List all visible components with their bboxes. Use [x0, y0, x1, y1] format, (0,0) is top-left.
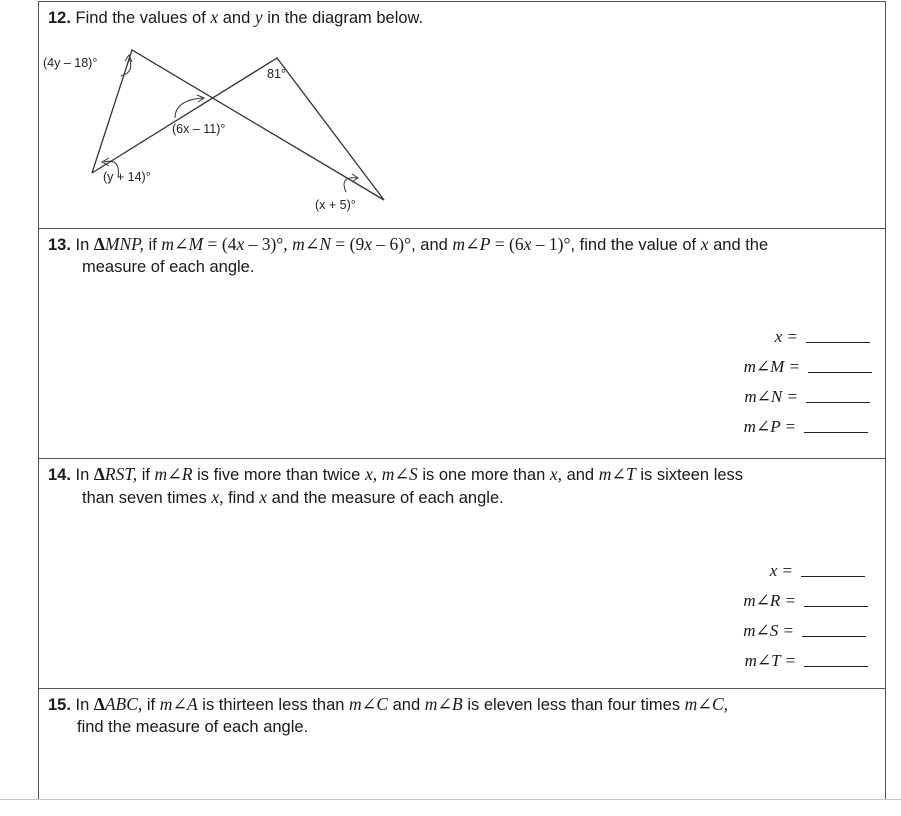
answer-angle-r[interactable] — [743, 587, 868, 611]
angle-b: m∠B — [424, 694, 463, 714]
problem-15-question — [48, 693, 865, 738]
answer-label: m∠M = — [743, 357, 800, 376]
expression: – 1)° — [531, 234, 571, 254]
answer-label: x = — [769, 561, 793, 580]
question-text: if — [142, 696, 160, 714]
question-text: is eleven less than four times — [462, 696, 685, 714]
answer-x[interactable] — [770, 557, 865, 581]
angle-a: m∠A — [159, 694, 198, 714]
answer-label: m∠R = — [743, 591, 796, 610]
triangle-name: ΔABC, — [93, 694, 143, 714]
angle-label-middle: (6x – 11)° — [172, 122, 226, 136]
answer-blank[interactable] — [806, 342, 870, 343]
question-text: is sixteen less — [635, 466, 744, 484]
angle-p: m∠P — [452, 234, 491, 254]
angle-n: m∠N — [292, 234, 332, 254]
variable-x: x, — [549, 464, 562, 484]
variable-y: y — [254, 7, 263, 27]
question-text: , find the value of — [570, 236, 701, 254]
question-text: and the — [708, 236, 769, 254]
variable-x: x — [700, 234, 709, 254]
variable-x: x — [210, 7, 219, 27]
answer-label: x = — [774, 327, 798, 346]
angle-label-top-left: (4y – 18)° — [43, 56, 98, 70]
expression: = (9 — [331, 234, 365, 254]
answer-label: m∠P = — [743, 417, 796, 436]
question-line-2: measure of each angle. — [82, 258, 255, 276]
question-text: and — [388, 696, 425, 714]
triangle-diagram — [39, 38, 399, 218]
angle-label-bottom-right: (x + 5)° — [315, 198, 356, 212]
answer-blank[interactable] — [804, 606, 868, 607]
question-text: , and — [411, 236, 453, 254]
answer-blank[interactable] — [808, 372, 872, 373]
expression: = (6 — [490, 234, 524, 254]
answer-label: m∠S = — [743, 621, 794, 640]
question-line-2: find the measure of each angle. — [77, 718, 309, 736]
answer-angle-n[interactable] — [744, 383, 870, 407]
problem-14 — [39, 459, 885, 689]
variable-x: x — [259, 487, 268, 507]
question-text: and — [218, 9, 255, 27]
question-text: In — [75, 466, 94, 484]
answer-blank[interactable] — [804, 666, 868, 667]
answer-blank[interactable] — [806, 402, 870, 403]
question-text: is one more than — [417, 466, 550, 484]
triangle-name: ΔRST, — [93, 464, 138, 484]
answer-label: m∠T = — [744, 651, 796, 670]
problem-number: 12. — [48, 9, 71, 27]
question-text: is five more than twice — [192, 466, 365, 484]
question-text: In — [75, 236, 94, 254]
question-line-2 — [48, 486, 865, 509]
question-text: find — [223, 489, 260, 507]
problem-13 — [39, 229, 885, 459]
angle-r: m∠R — [154, 464, 193, 484]
answer-blank[interactable] — [804, 432, 868, 433]
question-text: is thirteen less than — [197, 696, 350, 714]
question-text: In — [70, 696, 94, 714]
problem-number: 15. — [48, 696, 71, 714]
question-text: Find the values of — [75, 9, 211, 27]
angle-c: m∠C, — [684, 694, 729, 714]
answer-label: m∠N = — [744, 387, 798, 406]
variable-x: x — [236, 234, 245, 254]
answer-blank[interactable] — [801, 576, 865, 577]
answer-angle-m[interactable] — [744, 353, 872, 377]
worksheet — [38, 1, 886, 799]
page-divider — [0, 799, 901, 800]
question-text: than seven times — [82, 489, 212, 507]
question-text: and — [562, 466, 599, 484]
problem-13-question — [48, 233, 865, 278]
expression: – 3)°, — [244, 234, 293, 254]
question-text: and the measure of each angle. — [267, 489, 504, 507]
problem-number: 13. — [48, 236, 71, 254]
expression: = (4 — [203, 234, 237, 254]
answer-x[interactable] — [775, 323, 870, 347]
answer-blank[interactable] — [802, 636, 866, 637]
angle-label-bottom-left: (y + 14)° — [103, 170, 151, 184]
problem-number: 14. — [48, 466, 71, 484]
variable-x: x — [523, 234, 532, 254]
answer-angle-s[interactable] — [743, 617, 866, 641]
expression: – 6)° — [372, 234, 412, 254]
angle-t: m∠T — [598, 464, 636, 484]
angle-label-top-right: 81° — [267, 67, 286, 81]
problem-15 — [39, 689, 885, 800]
variable-x: x, — [364, 464, 378, 484]
angle-c: m∠C — [349, 694, 389, 714]
question-text: in the diagram below. — [262, 9, 424, 27]
variable-x: x, — [211, 487, 224, 507]
answer-angle-p[interactable] — [744, 413, 868, 437]
problem-12-question — [48, 6, 865, 29]
angle-s: m∠S — [381, 464, 418, 484]
triangle-name: ΔMNP, — [93, 234, 144, 254]
question-text: if — [137, 466, 155, 484]
variable-x: x — [364, 234, 373, 254]
question-text: if — [143, 236, 162, 254]
problem-14-question — [48, 463, 865, 509]
answer-angle-t[interactable] — [745, 647, 868, 671]
angle-m: m∠M — [161, 234, 204, 254]
problem-12 — [39, 2, 885, 229]
